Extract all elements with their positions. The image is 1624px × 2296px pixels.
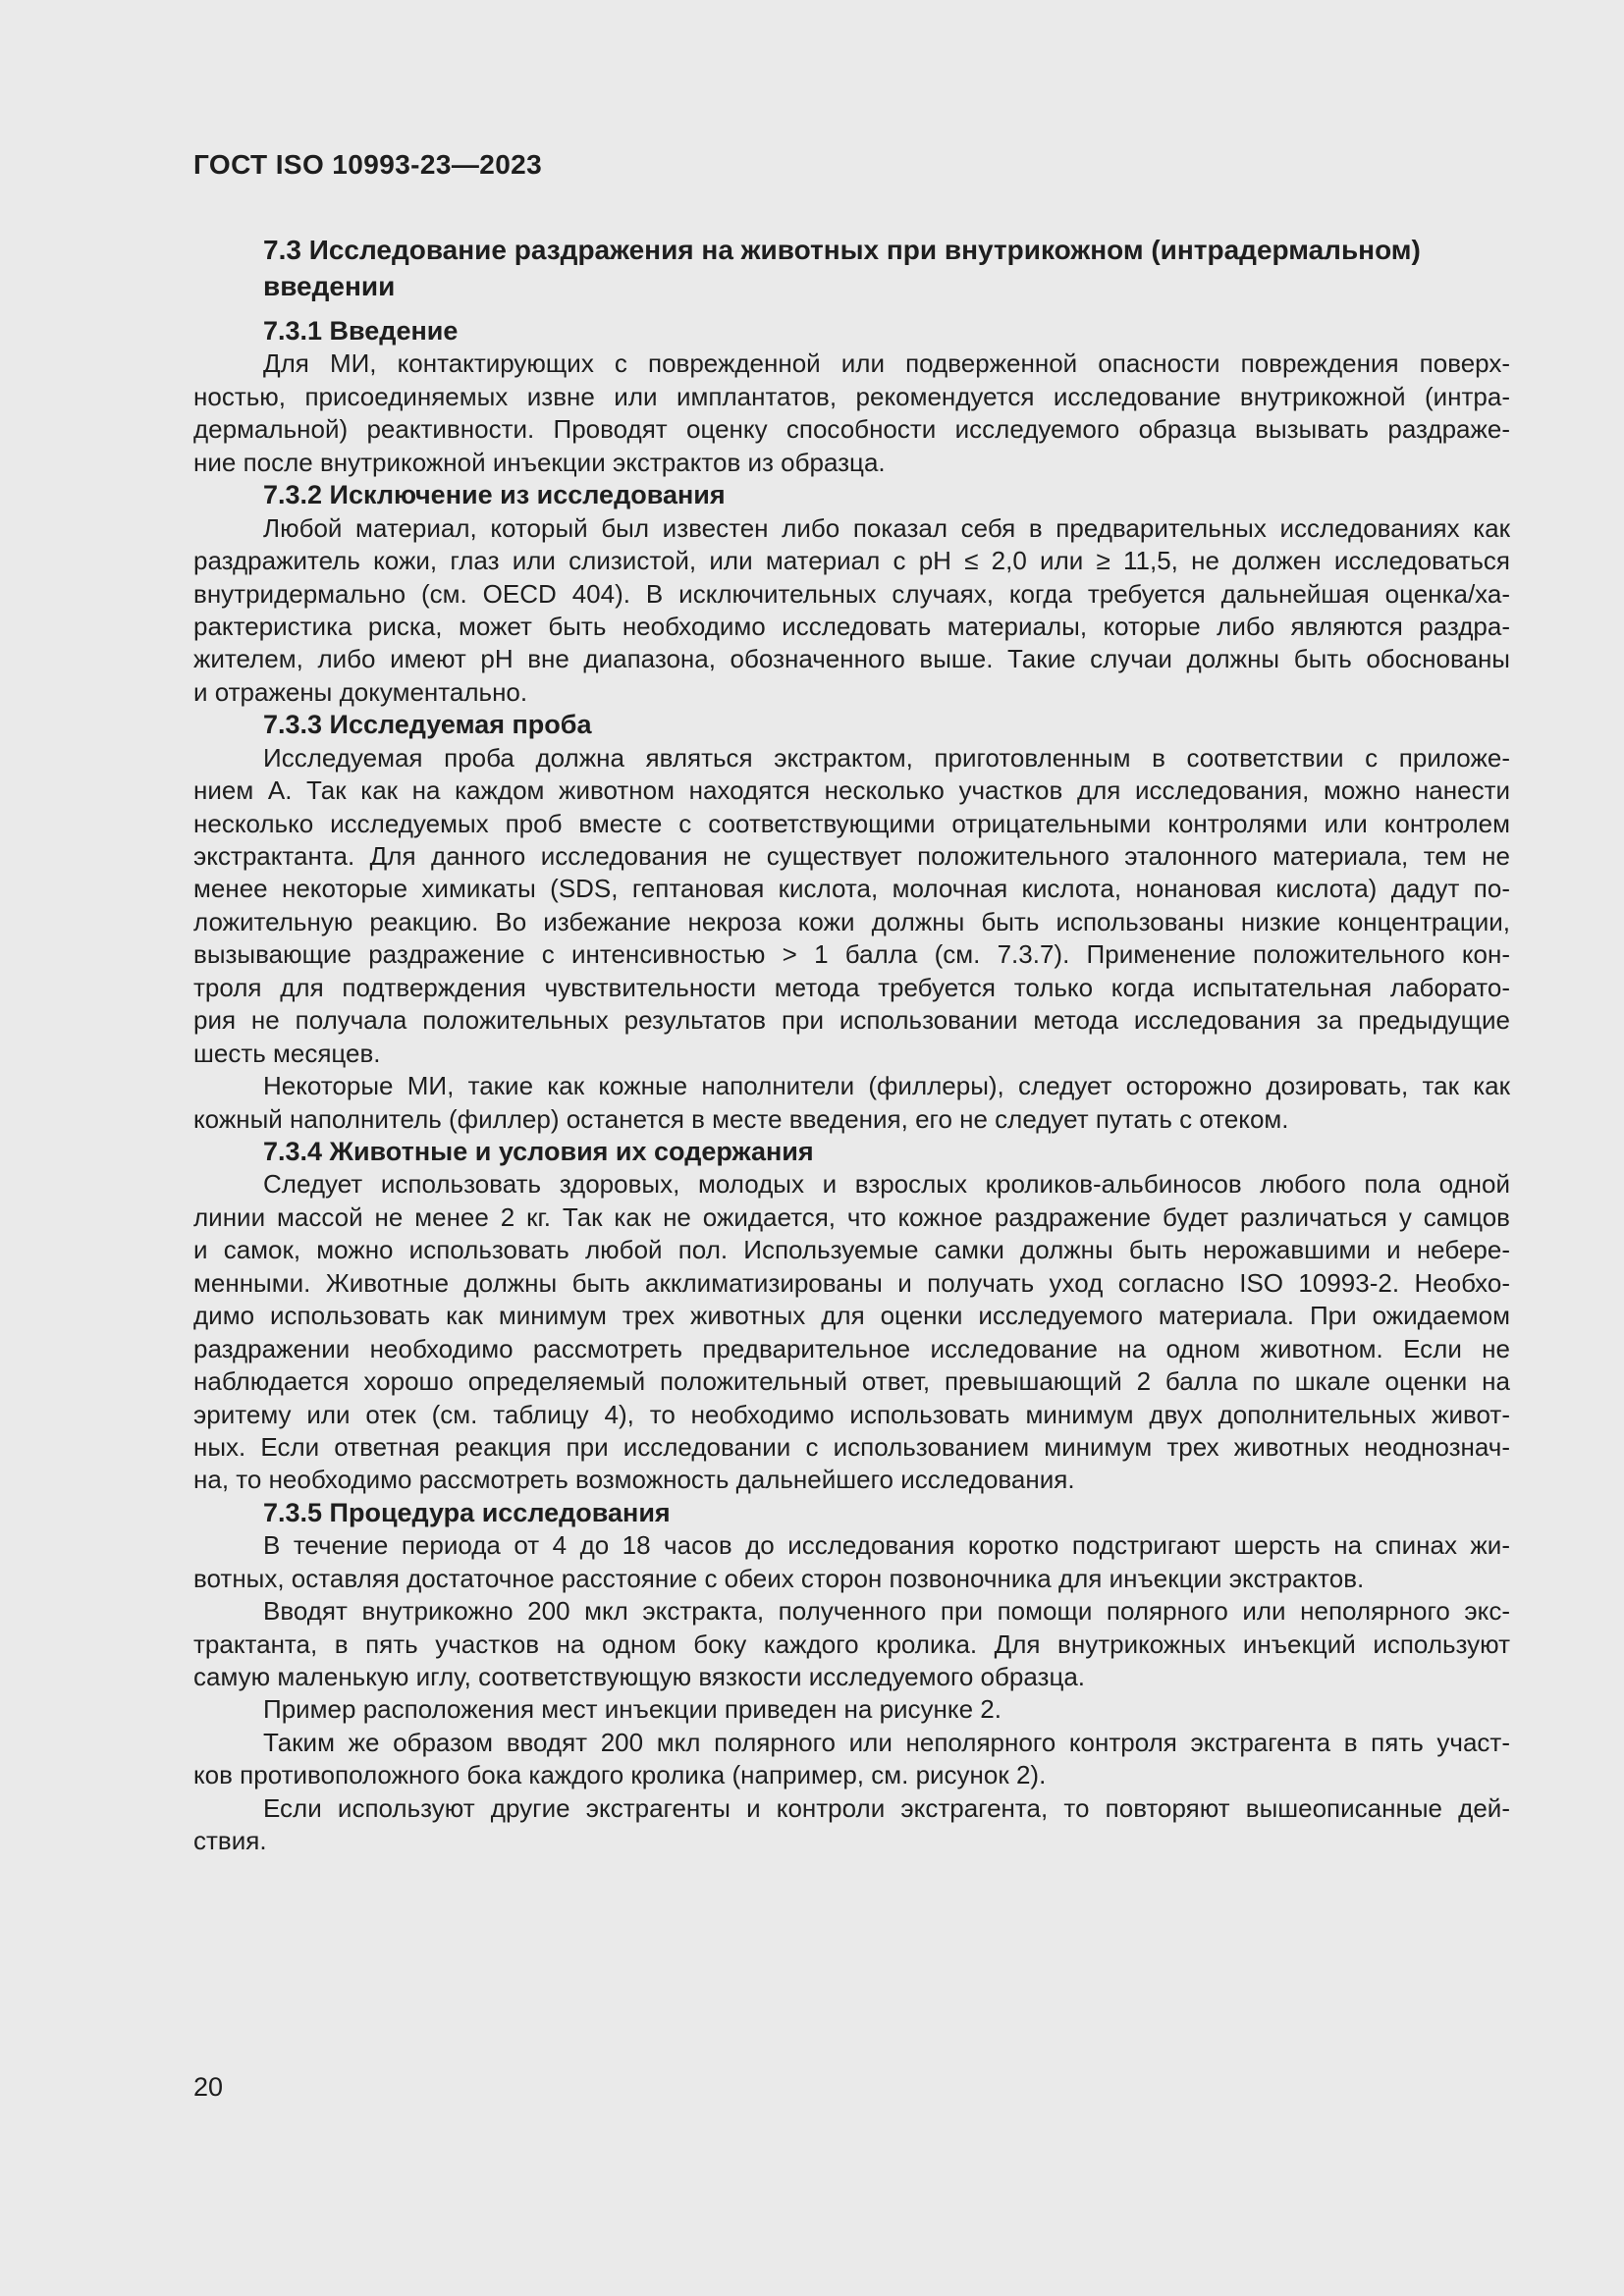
paragraph-line: Исследуемая проба должна являться экстрактом, приготовленным в соответствии с приложе-: [263, 742, 1510, 773]
paragraph-line: ных. Если ответная реакция при исследовании с использованием минимум трех животных неоднознач-: [193, 1431, 1510, 1462]
paragraph-line: Некоторые МИ, такие как кожные наполнители (филлеры), следует осторожно дозировать, так как: [263, 1071, 1510, 1101]
paragraph-line: Для МИ, контактирующих с поврежденной или подверженной опасности повреждения поверх-: [263, 348, 1510, 379]
paragraph-line: жителем, либо имеют pH вне диапазона, обозначенного выше. Такие случаи должны быть обоснованы: [193, 644, 1510, 674]
paragraph-line: В течение периода от 4 до 18 часов до исследования коротко подстригают шерсть на спинах жи-: [263, 1530, 1510, 1561]
paragraph-line: вотных, оставляя достаточное расстояние с обеих сторон позвоночника для инъекции экстрактов.: [193, 1563, 1365, 1593]
paragraph-line: Пример расположения мест инъекции приведен на рисунке 2.: [263, 1694, 1001, 1725]
paragraph-line: троля для подтверждения чувствительности метода требуется только когда испытательная лаборато-: [193, 972, 1510, 1002]
page-number: 20: [193, 2072, 224, 2102]
paragraph-line: кожный наполнитель (филлер) останется в месте введения, его не следует путать с отеком.: [193, 1103, 1289, 1134]
paragraph-line: ностью, присоединяемых извне или имплантатов, рекомендуется исследование внутрикожной (интра-: [193, 381, 1510, 411]
subsection-heading: 7.3.3 Исследуемая проба: [263, 710, 592, 740]
subsection-heading: 7.3.4 Животные и условия их содержания: [263, 1136, 814, 1166]
paragraph-line: ков противоположного бока каждого кролика (например, см. рисунок 2).: [193, 1760, 1047, 1790]
document-header: ГОСТ ISO 10993-23—2023: [193, 149, 543, 180]
paragraph-line: ствия.: [193, 1826, 267, 1856]
paragraph-line: ложительную реакцию. Во избежание некроза кожи должны быть использованы низкие концентрации,: [193, 906, 1510, 936]
paragraph-line: на, то необходимо рассмотреть возможность дальнейшего исследования.: [193, 1465, 1075, 1495]
paragraph-line: линии массой не менее 2 кг. Так как не ожидается, что кожное раздражение будет различаться у самцов: [193, 1201, 1510, 1232]
paragraph-line: рия не получала положительных результатов при использовании метода исследования за предыдущие: [193, 1005, 1510, 1036]
paragraph-line: менее некоторые химикаты (SDS, гептановая кислота, молочная кислота, нонановая кислота) дадут по-: [193, 874, 1510, 904]
paragraph-line: наблюдается хорошо определяемый положительный ответ, превышающий 2 балла по шкале оценки на: [193, 1366, 1510, 1397]
paragraph-line: самую маленькую иглу, соответствующую вязкости исследуемого образца.: [193, 1662, 1086, 1692]
paragraph-line: Вводят внутрикожно 200 мкл экстракта, полученного при помощи полярного или неполярного экс-: [263, 1596, 1510, 1627]
paragraph-line: и отражены документально.: [193, 676, 528, 707]
document-body: [193, 233, 1510, 1858]
subsection-heading: 7.3.1 Введение: [263, 316, 459, 346]
paragraph-line: Следует использовать здоровых, молодых и взрослых кроликов-альбиносов любого пола одной: [263, 1169, 1510, 1200]
paragraph-line: раздражении необходимо рассмотреть предварительное исследование на одном животном. Если не: [193, 1333, 1510, 1363]
paragraph-line: и самок, можно использовать любой пол. Используемые самки должны быть нерожавшими и небере-: [193, 1235, 1510, 1265]
paragraph-line: Таким же образом вводят 200 мкл полярного или неполярного контроля экстрагента в пять участ-: [263, 1727, 1510, 1757]
paragraph-line: раздражитель кожи, глаз или слизистой, или материал с pH ≤ 2,0 или ≥ 11,5, не должен исследоваться: [193, 546, 1510, 576]
paragraph-line: эритему или отек (см. таблицу 4), то необходимо использовать минимум двух дополнительных живот-: [193, 1399, 1510, 1429]
paragraph-line: Если используют другие экстрагенты и контроли экстрагента, то повторяют вышеописанные дей-: [263, 1792, 1510, 1823]
paragraph-line: шесть месяцев.: [193, 1038, 381, 1068]
paragraph-line: рактеристика риска, может быть необходимо исследовать материалы, которые либо являются раздра-: [193, 611, 1510, 641]
section-heading-line: введении: [263, 270, 396, 301]
paragraph-line: несколько исследуемых проб вместе с соответствующими отрицательными контролями или контролем: [193, 808, 1510, 838]
paragraph-line: дермальной) реактивности. Проводят оценку способности исследуемого образца вызывать раздраже-: [193, 414, 1510, 445]
paragraph-line: ние после внутрикожной инъекции экстрактов из образца.: [193, 447, 886, 477]
paragraph-line: трактанта, в пять участков на одном боку каждого кролика. Для внутрикожных инъекций используют: [193, 1629, 1510, 1659]
section-heading-line: 7.3 Исследование раздражения на животных при внутрикожном (интрадермальном): [263, 235, 1421, 265]
paragraph-line: вызывающие раздражение с интенсивностью > 1 балла (см. 7.3.7). Применение положительного кон-: [193, 939, 1510, 970]
paragraph-line: менными. Животные должны быть акклиматизированы и получать уход согласно ISO 10993-2. Необхо-: [193, 1267, 1510, 1298]
paragraph-line: экстрактанта. Для данного исследования не существует положительного эталонного материала, тем не: [193, 841, 1510, 872]
section-heading: [193, 233, 1510, 304]
paragraph-line: димо использовать как минимум трех животных для оценки исследуемого материала. При ожидаемом: [193, 1301, 1510, 1331]
paragraph-line: Любой материал, который был известен либо показал себя в предварительных исследованиях как: [263, 512, 1510, 543]
paragraph-line: внутридермально (см. OECD 404). В исключительных случаях, когда требуется дальнейшая оценка/ха-: [193, 578, 1510, 609]
subsection-heading: 7.3.2 Исключение из исследования: [263, 480, 726, 510]
subsection-heading: 7.3.5 Процедура исследования: [263, 1497, 671, 1527]
paragraph-line: нием А. Так как на каждом животном находятся несколько участков для исследования, можно нанести: [193, 775, 1510, 806]
